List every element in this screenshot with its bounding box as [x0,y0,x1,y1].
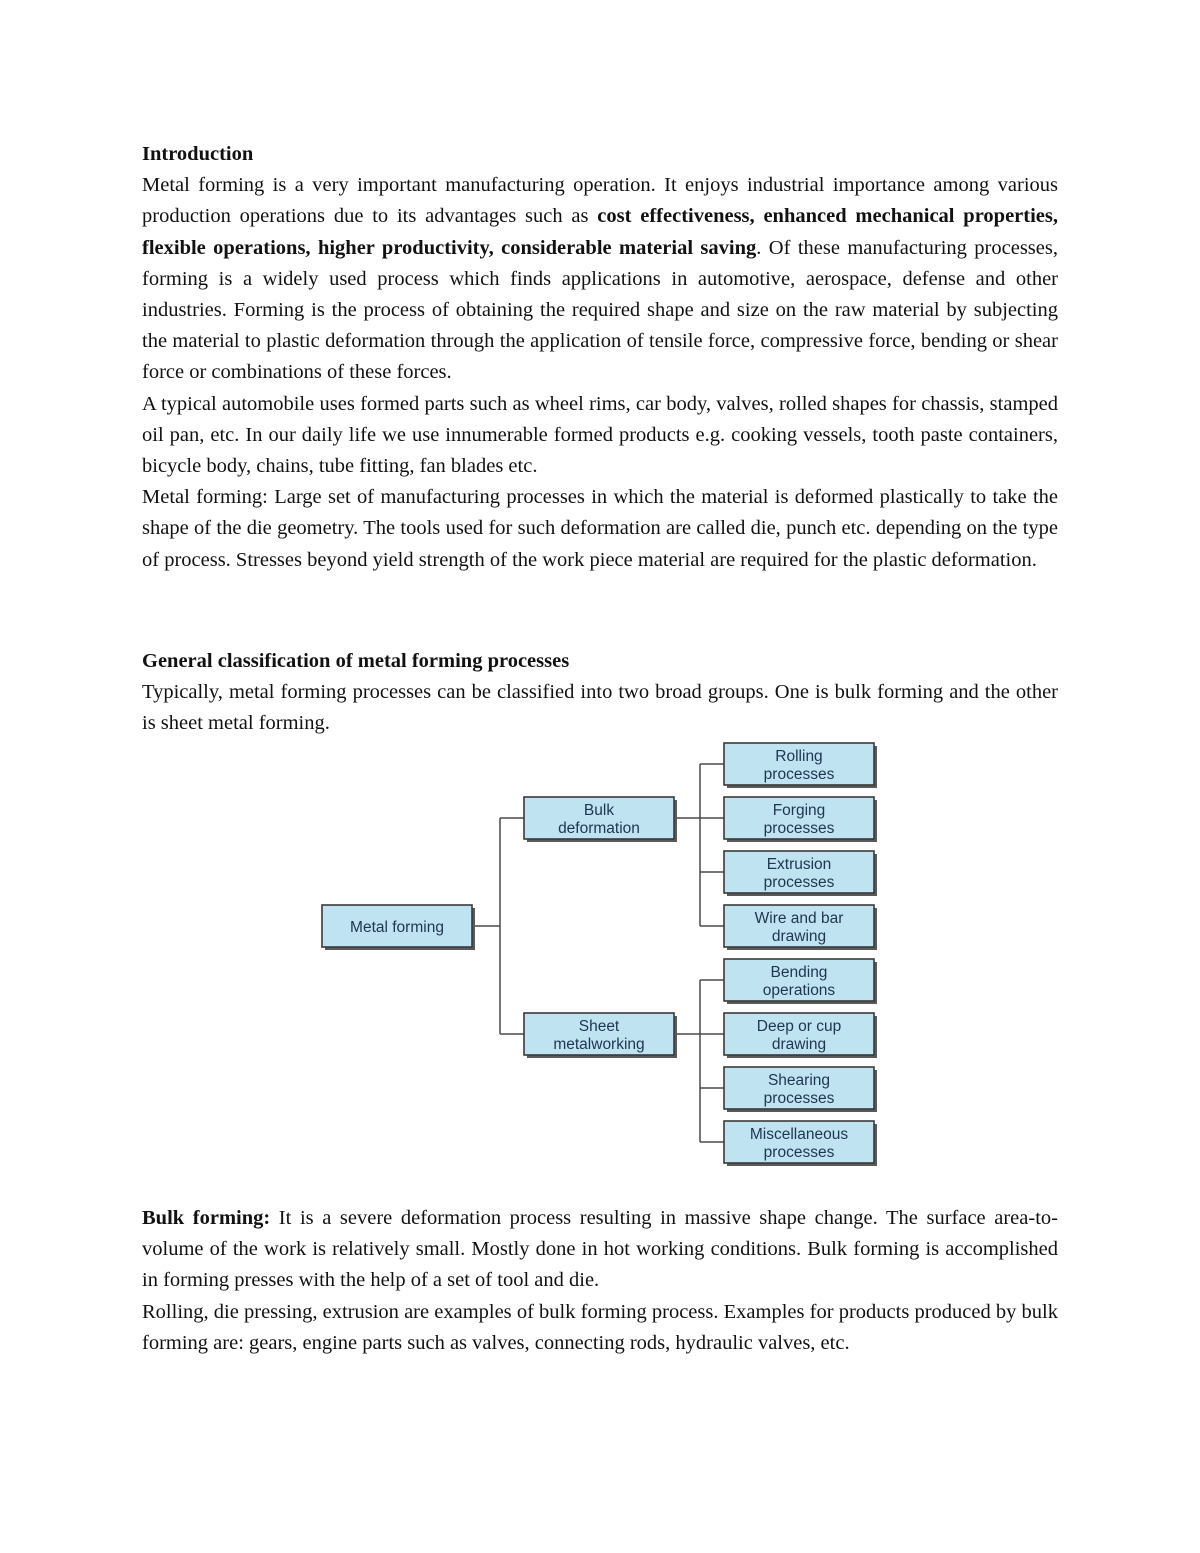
node-bulk-deformation [524,797,677,842]
bulk-p1-text: It is a severe deformation process resulting in massive shape change. The surface area-to-volume of the work is relatively small. Mostly done in hot working conditions. Bulk forming is accomplished in forming presses with the help of a set of tool and die. [142,1207,1058,1292]
node-shearing-label-1: Shearing [767,1072,831,1089]
intro-p1-text-a: Metal forming is a very important manufacturing operation. It enjoys industrial importance among various production operations due to its advantages such as [142,174,1058,228]
node-rolling-processes [724,743,877,788]
node-wire-label-1: Wire and bar [754,910,844,927]
node-deep-label-1: Deep or cup [756,1018,842,1035]
node-sheet-metalworking [524,1013,677,1058]
node-shearing-label-2: processes [763,1090,835,1107]
bulk-forming-lead: Bulk forming: [142,1207,271,1229]
node-miscellaneous-processes [724,1121,877,1166]
classification-diagram [300,738,890,1172]
intro-paragraph-1 [142,170,1058,388]
introduction-heading: Introduction [142,143,254,165]
node-bending-label-2: operations [762,982,836,999]
node-extrusion-processes [724,851,877,896]
classification-paragraph: Typically, metal forming processes can be classified into two broad groups. One is bulk forming and the other is sheet metal forming. [142,681,1058,735]
bulk-forming-section [142,1203,1058,1359]
introduction-section [142,139,1058,576]
node-bending-operations [724,959,877,1004]
node-bending-label-1: Bending [770,964,828,981]
node-metal-forming-label: Metal forming [350,919,444,936]
intro-p1-text-c: . Of these manufacturing processes, forming is a widely used process which finds applications in automotive, aerospace, defense and other industries. Forming is the process of obtaining the required shape and size on the raw material by subjecting the material to plastic deformation through the application of tensile force, compressive force, bending or shear force or combinations of these forces. [142,236,1058,384]
node-rolling-label-2: processes [763,766,835,783]
node-bulk-label-1: Bulk [583,802,615,819]
node-metal-forming [322,905,475,950]
intro-p1-advantages: cost effectiveness, enhanced mechanical properties, flexible operations, higher productivity, considerable material saving [142,205,1058,259]
node-misc-label-2: processes [763,1144,835,1161]
node-forging-processes [724,797,877,842]
node-misc-label-1: Miscellaneous [749,1126,849,1143]
node-shearing-processes [724,1067,877,1112]
classification-section [142,646,1058,740]
node-forging-label-2: processes [763,820,835,837]
node-wire-label-2: drawing [771,928,827,945]
classification-heading: General classification of metal forming processes [142,650,570,672]
node-sheet-label-1: Sheet [578,1018,620,1035]
node-deep-label-2: drawing [771,1036,827,1053]
intro-paragraph-2: A typical automobile uses formed parts such as wheel rims, car body, valves, rolled shapes for chassis, stamped oil pan, etc. In our daily life we use innumerable formed products e.g. cooking vessels, tooth paste containers, bicycle body, chains, tube fitting, fan blades etc. [142,392,1058,478]
node-wire-bar-drawing [724,905,877,950]
node-extrusion-label-2: processes [763,874,835,891]
node-bulk-label-2: deformation [558,820,640,837]
intro-paragraph-3: Metal forming: Large set of manufacturing processes in which the material is deformed plastically to take the shape of the die geometry. The tools used for such deformation are called die, punch etc. depending on the type of process. Stresses beyond yield strength of the work piece material are required for the plastic deformation. [142,486,1058,571]
bulk-paragraph-2: Rolling, die pressing, extrusion are examples of bulk forming process. Examples for products produced by bulk forming are: gears, engine parts such as valves, connecting rods, hydraulic valves, etc. [142,1300,1058,1354]
node-deep-cup-drawing [724,1013,877,1058]
bulk-paragraph-1 [142,1203,1058,1297]
node-extrusion-label-1: Extrusion [766,856,832,873]
node-sheet-label-2: metalworking [553,1036,645,1053]
node-rolling-label-1: Rolling [775,748,823,765]
node-forging-label-1: Forging [772,802,826,819]
